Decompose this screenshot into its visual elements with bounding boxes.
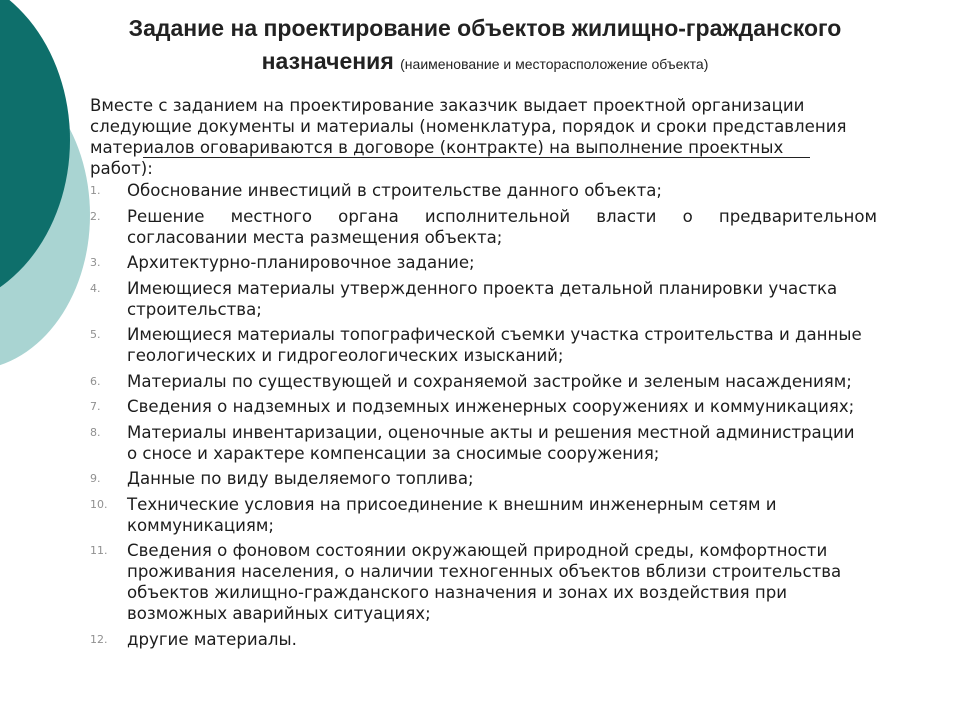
title-line-2-text: назначения xyxy=(261,48,394,74)
list-item-text xyxy=(127,324,940,366)
intro-line-3-tail xyxy=(783,138,809,157)
list-item xyxy=(90,180,940,201)
list-item-line: строительства; xyxy=(127,299,262,319)
list-item-text xyxy=(127,180,940,201)
list-item-line: Технические условия на присоединение к внешним инженерным сетям и xyxy=(127,494,777,514)
title-line-2 xyxy=(60,45,910,81)
list-item-text xyxy=(127,371,940,392)
list-item-line: Обоснование инвестиций в строительстве данного объекта; xyxy=(127,181,663,200)
list-item xyxy=(90,278,940,320)
list-item-text xyxy=(127,252,940,273)
intro-line-3 xyxy=(90,137,915,158)
list-item-line: Данные по виду выделяемого топлива; xyxy=(127,469,474,488)
list-item xyxy=(90,540,940,624)
slide-title xyxy=(60,12,910,81)
list-item-number: 1. xyxy=(90,184,101,197)
list-item-number: 7. xyxy=(90,400,101,413)
list-item xyxy=(90,422,940,464)
list-item-number: 8. xyxy=(90,425,101,439)
list-item-text xyxy=(127,422,940,464)
list-item-number: 2. xyxy=(90,209,101,223)
intro-line-3-pre: матер xyxy=(90,138,144,157)
list-item-text xyxy=(127,396,940,417)
list-item-text xyxy=(127,540,940,624)
list-item-line: Сведения о надземных и подземных инженерных сооружениях и коммуникациях; xyxy=(127,397,855,416)
list-item-line: Имеющиеся материалы топографической съемки участка строительства и данные xyxy=(127,325,862,344)
documents-list xyxy=(90,180,940,650)
list-item xyxy=(90,371,940,392)
list-item-line: возможных аварийных ситуациях; xyxy=(127,604,431,623)
list-item-number: 12. xyxy=(90,632,108,646)
list-item-line: объектов жилищно-гражданского назначения и зонах их воздействия при xyxy=(127,583,788,602)
list-item-line: Материалы инвентаризации, оценочные акты и решения местной администрации xyxy=(127,422,855,442)
intro-line-3-underlined-text: иалов оговариваются в договоре (контракте) на выполнение проектных xyxy=(143,138,784,157)
list-item-line: проживания населения, о наличии техногенных объектов вблизи строительства xyxy=(127,562,842,581)
list-item-line: о сносе и характере компенсации за сносимые сооружения; xyxy=(127,443,660,463)
list-item-line: Архитектурно-планировочное задание; xyxy=(127,253,475,272)
list-item-text xyxy=(127,629,940,650)
intro-line-4: работ): xyxy=(90,159,153,178)
list-item-number: 10. xyxy=(90,497,108,511)
list-item-number: 6. xyxy=(90,374,101,388)
list-item xyxy=(90,396,940,417)
slide-content xyxy=(90,95,940,654)
title-subtitle: (наименование и месторасположение объекта) xyxy=(400,56,709,72)
list-item-text xyxy=(127,206,940,248)
list-item-text xyxy=(127,278,940,320)
intro-line-3-underlined xyxy=(143,138,810,158)
intro-line-2: следующие документы и материалы (номенклатура, порядок и сроки представления xyxy=(90,117,847,136)
list-item-number: 9. xyxy=(90,472,101,485)
title-line-1: Задание на проектирование объектов жилищно-гражданского xyxy=(128,15,842,41)
list-item-number: 3. xyxy=(90,256,101,269)
intro-line-1: Вместе с заданием на проектирование заказчик выдает проектной организации xyxy=(90,96,805,115)
list-item-line: Имеющиеся материалы утвержденного проекта детальной планировки участка xyxy=(127,278,838,298)
list-item xyxy=(90,494,940,536)
list-item-text xyxy=(127,468,940,489)
list-item xyxy=(90,468,940,489)
list-item-line: Материалы по существующей и сохраняемой застройке и зеленым насаждениям; xyxy=(127,371,852,391)
list-item-number: 5. xyxy=(90,328,101,341)
list-item-text xyxy=(127,494,940,536)
list-item xyxy=(90,629,940,650)
list-item-line: геологических и гидрогеологических изысканий; xyxy=(127,346,564,365)
list-item-line: коммуникациям; xyxy=(127,515,275,535)
list-item xyxy=(90,324,940,366)
list-item-line: другие материалы. xyxy=(127,629,297,649)
list-item-line: Сведения о фоновом состоянии окружающей природной среды, комфортности xyxy=(127,541,828,560)
list-item-number: 11. xyxy=(90,544,108,557)
list-item-line: Решение местного органа исполнительной власти о предварительном xyxy=(127,206,877,226)
list-item-number: 4. xyxy=(90,281,101,295)
intro-paragraph xyxy=(90,95,915,179)
list-item xyxy=(90,252,940,273)
list-item xyxy=(90,206,940,248)
list-item-line: согласовании места размещения объекта; xyxy=(127,227,503,247)
